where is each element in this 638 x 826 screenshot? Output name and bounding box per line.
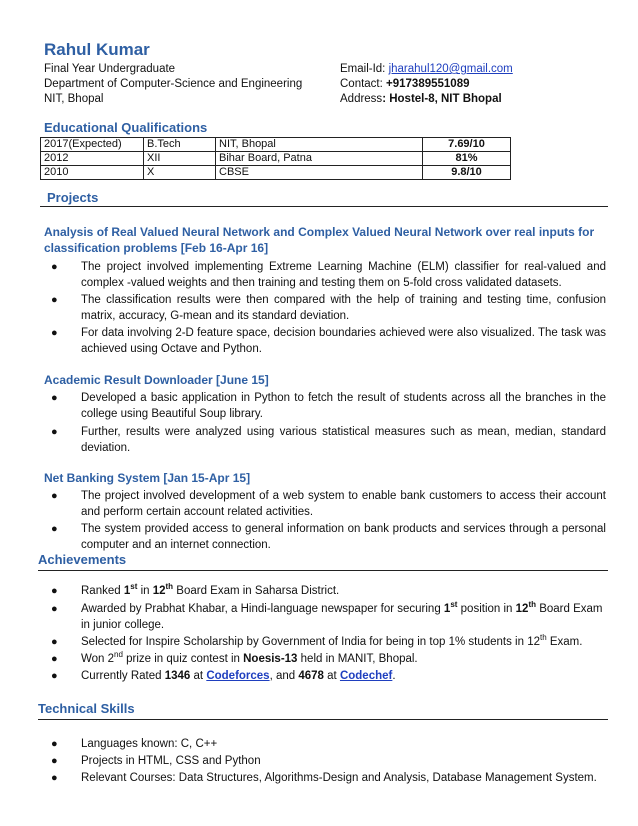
text: Selected for Inspire Scholarship by Government of India for being in top 1% students in 12 <box>81 636 540 648</box>
projects-title: Projects <box>47 190 99 205</box>
text: 4678 <box>298 670 324 682</box>
contact-label: Contact: <box>340 78 387 90</box>
contact-number: +917389551089 <box>386 78 470 90</box>
achievements-list <box>51 582 606 684</box>
bullet-icon: ● <box>51 603 58 615</box>
list-item-text: Projects in HTML, CSS and Python <box>81 755 261 767</box>
address-line <box>340 92 502 107</box>
header-line-1: Final Year Undergraduate <box>44 63 176 75</box>
table-cell: NIT, Bhopal <box>216 138 423 152</box>
bullet-icon: ● <box>51 490 58 502</box>
text: 12 <box>152 585 166 597</box>
list-item <box>51 390 606 422</box>
text: at <box>323 670 340 682</box>
candidate-name: Rahul Kumar <box>44 40 150 59</box>
codeforces-link[interactable]: Codeforces <box>206 670 270 682</box>
text: in <box>137 585 153 597</box>
table-cell: 2017(Expected) <box>41 138 144 152</box>
list-item <box>51 521 606 553</box>
skills-divider <box>38 719 608 720</box>
list-item-text: Further, results were analyzed using various statistical measures such as mean, median, standard deviation. <box>81 426 606 454</box>
list-item <box>51 753 606 769</box>
list-item <box>51 488 606 520</box>
table-cell: 7.69/10 <box>423 138 511 152</box>
project-2-title: Academic Result Downloader [June 15] <box>44 373 269 387</box>
text: Currently Rated <box>81 670 165 682</box>
text: 1 <box>443 603 451 615</box>
text: , and <box>269 670 299 682</box>
text: Won 2 <box>81 653 115 665</box>
bullet-icon: ● <box>51 636 58 648</box>
contact-line <box>340 77 470 92</box>
text: . <box>392 670 396 682</box>
list-item <box>51 600 606 633</box>
skills-list <box>51 736 606 786</box>
text: st <box>130 582 138 592</box>
bullet-icon: ● <box>51 772 58 784</box>
list-item <box>51 633 606 650</box>
text: Board Exam in junior college. <box>81 603 603 631</box>
project-1-bullets <box>51 259 606 357</box>
bullet-icon: ● <box>51 392 58 404</box>
table-cell: X <box>144 166 216 180</box>
table-cell: 2010 <box>41 166 144 180</box>
bullet-icon: ● <box>51 327 58 339</box>
address-value: : Hostel-8, NIT Bhopal <box>382 93 502 105</box>
list-item <box>51 582 606 599</box>
text: held in MANIT, Bhopal. <box>297 653 418 665</box>
email-line <box>340 62 513 77</box>
text: 1 <box>123 585 131 597</box>
project-2-bullets <box>51 390 606 456</box>
list-item-text: Languages known: C, C++ <box>81 738 218 750</box>
text: Noesis-13 <box>243 653 298 665</box>
list-item <box>51 770 606 786</box>
list-item <box>51 424 606 456</box>
skills-title: Technical Skills <box>38 701 135 716</box>
list-item-text: The project involved implementing Extreme Learning Machine (ELM) classifier for real-valued and complex -valued weights and then training and testing them on 5-fold cross validated datasets. <box>81 261 606 289</box>
text: position in <box>457 603 516 615</box>
bullet-icon: ● <box>51 294 58 306</box>
project-3-title: Net Banking System [Jan 15-Apr 15] <box>44 471 251 485</box>
table-cell: XII <box>144 152 216 166</box>
email-label: Email-Id: <box>340 63 389 75</box>
bullet-icon: ● <box>51 738 58 750</box>
projects-divider <box>40 206 608 207</box>
list-item <box>51 325 606 357</box>
text: Ranked <box>81 585 124 597</box>
list-item <box>51 668 606 684</box>
table-cell: B.Tech <box>144 138 216 152</box>
table-row <box>41 152 511 166</box>
list-item-text: Developed a basic application in Python to fetch the result of students across all the branches in the college using Beautiful Soup library. <box>81 392 606 420</box>
list-item-text: The project involved development of a web system to enable bank customers to access their account and perform certain account related activities. <box>81 490 606 518</box>
list-item <box>51 736 606 752</box>
table-cell: 81% <box>423 152 511 166</box>
bullet-icon: ● <box>51 523 58 535</box>
bullet-icon: ● <box>51 670 58 682</box>
text: th <box>165 582 174 592</box>
email-link[interactable]: jharahul120@gmail.com <box>388 63 513 75</box>
text: nd <box>114 650 123 660</box>
text: th <box>540 633 547 643</box>
list-item-text: The classification results were then compared with the help of training and testing time, confusion matrix, accuracy, G-mean and its standard deviation. <box>81 294 606 322</box>
bullet-icon: ● <box>51 653 58 665</box>
education-table <box>40 137 511 180</box>
text: 1346 <box>164 670 191 682</box>
bullet-icon: ● <box>51 426 58 438</box>
address-label: Address <box>340 93 383 105</box>
text: Awarded by Prabhat Khabar, a Hindi-language newspaper for securing <box>81 603 444 615</box>
project-3-bullets <box>51 488 606 553</box>
bullet-icon: ● <box>51 261 58 273</box>
project-1-title: Analysis of Real Valued Neural Network and Complex Valued Neural Network over real inputs for classification problems [Feb 16-Apr 16] <box>44 225 595 255</box>
text: Board Exam in Saharsa District. <box>173 585 340 597</box>
header-line-3: NIT, Bhopal <box>44 93 104 105</box>
table-row <box>41 166 511 180</box>
text: st <box>450 600 458 610</box>
text: prize in quiz contest in <box>122 653 244 665</box>
list-item-text: The system provided access to general information on bank products and services through a personal computer and an internet connection. <box>81 523 606 551</box>
list-item-text: Relevant Courses: Data Structures, Algorithms-Design and Analysis, Database Management System. <box>81 772 597 784</box>
list-item <box>51 650 606 667</box>
list-item <box>51 292 606 324</box>
table-cell: 9.8/10 <box>423 166 511 180</box>
text: Exam. <box>546 636 583 648</box>
table-cell: CBSE <box>216 166 423 180</box>
achievements-divider <box>38 570 608 571</box>
text: th <box>528 600 536 610</box>
list-item <box>51 259 606 291</box>
table-cell: 2012 <box>41 152 144 166</box>
bullet-icon: ● <box>51 755 58 767</box>
text: 12 <box>515 603 529 615</box>
list-item-text: For data involving 2-D feature space, decision boundaries achieved were also visualized. The task was achieved using Octave and Python. <box>81 327 606 355</box>
table-cell: Bihar Board, Patna <box>216 152 423 166</box>
table-row <box>41 138 511 152</box>
achievements-title: Achievements <box>38 552 127 567</box>
education-title: Educational Qualifications <box>44 120 208 135</box>
codechef-link[interactable]: Codechef <box>339 670 393 682</box>
text: at <box>190 670 207 682</box>
bullet-icon: ● <box>51 585 58 597</box>
header-line-2: Department of Computer-Science and Engineering <box>44 78 303 90</box>
